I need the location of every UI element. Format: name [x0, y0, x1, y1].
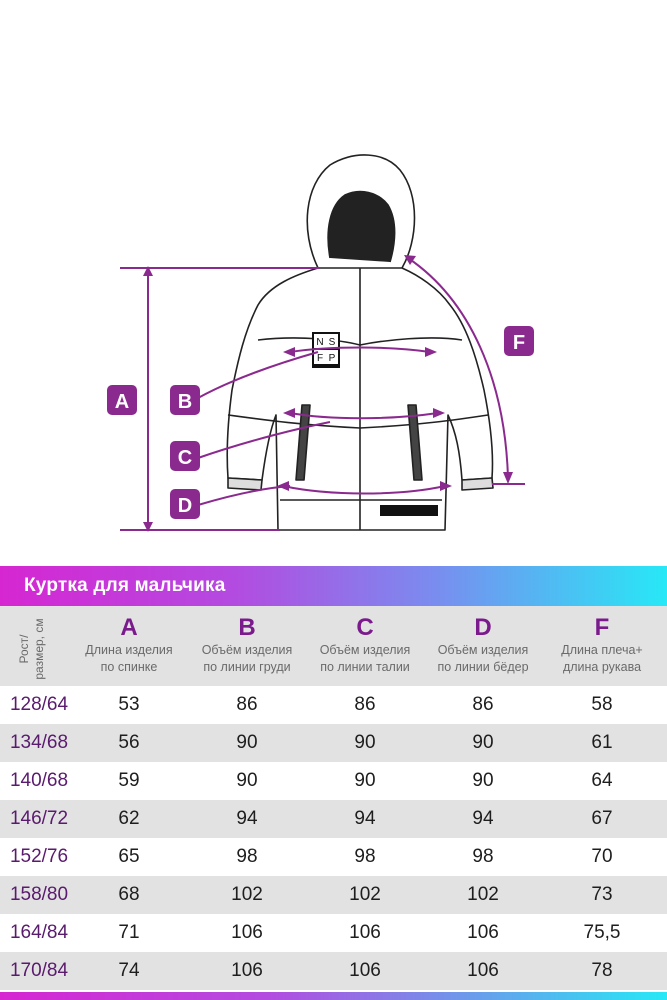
value-cell: 94: [236, 808, 258, 829]
size-cell: 140/68: [9, 770, 69, 791]
column-desc: Длина плеча+ длина рукава: [561, 643, 643, 674]
column-header-c: [306, 606, 424, 686]
value-cell: 68: [118, 884, 140, 905]
column-header-a: [70, 606, 188, 686]
value-cell: 106: [349, 960, 381, 981]
label-a: [107, 385, 137, 415]
value-cell: 78: [591, 960, 613, 981]
svg-text:P: P: [328, 353, 336, 364]
page-title: Куртка для мальчика: [24, 575, 226, 596]
size-cell: 164/84: [9, 922, 69, 943]
value-cell: 74: [118, 960, 140, 981]
value-cell: 86: [354, 694, 376, 715]
column-desc: Длина изделия по спинке: [85, 643, 173, 674]
label-c: [170, 441, 200, 471]
column-letter: B: [238, 614, 256, 641]
value-cell: 102: [231, 884, 263, 905]
value-cell: 73: [591, 884, 613, 905]
value-cell: 90: [236, 770, 258, 791]
value-cell: 64: [591, 770, 613, 791]
table-row: [0, 724, 667, 762]
value-cell: 90: [236, 732, 258, 753]
size-cell: 134/68: [9, 732, 69, 753]
value-cell: 102: [349, 884, 381, 905]
value-cell: 102: [467, 884, 499, 905]
svg-text:C: C: [177, 447, 193, 469]
value-cell: 56: [118, 732, 140, 753]
column-header-d: [424, 606, 542, 686]
label-b: [170, 385, 200, 415]
value-cell: 106: [467, 960, 499, 981]
svg-text:A: A: [114, 391, 130, 413]
value-cell: 106: [231, 922, 263, 943]
value-cell: 90: [472, 770, 494, 791]
size-cell: 170/84: [9, 960, 69, 981]
value-cell: 71: [118, 922, 140, 943]
value-cell: 86: [236, 694, 258, 715]
column-desc: Объём изделия по линии бёдер: [437, 643, 529, 674]
value-cell: 98: [236, 846, 258, 867]
table-row: [0, 838, 667, 876]
svg-text:S: S: [328, 337, 336, 348]
column-header-f: [542, 606, 662, 686]
svg-text:N: N: [316, 337, 324, 348]
size-cell: 128/64: [9, 694, 69, 715]
value-cell: 75,5: [583, 922, 621, 943]
column-header-b: [188, 606, 306, 686]
column-letter: F: [594, 614, 610, 641]
value-cell: 90: [472, 732, 494, 753]
svg-text:F: F: [316, 353, 324, 364]
value-cell: 106: [349, 922, 381, 943]
svg-text:F: F: [512, 332, 526, 354]
label-f: [504, 326, 534, 356]
column-desc: Объём изделия по линии груди: [201, 643, 293, 674]
column-desc: Объём изделия по линии талии: [319, 643, 411, 674]
value-cell: 98: [472, 846, 494, 867]
value-cell: 67: [591, 808, 613, 829]
value-cell: 53: [118, 694, 140, 715]
table-row: [0, 686, 667, 724]
table-row: [0, 952, 667, 990]
svg-text:D: D: [177, 495, 193, 517]
bottom-bar: [0, 992, 667, 1000]
value-cell: 86: [472, 694, 494, 715]
size-cell: 158/80: [9, 884, 69, 905]
value-cell: 90: [354, 770, 376, 791]
brand-tag: [380, 505, 438, 516]
size-cell: 152/76: [9, 846, 69, 867]
label-d: [170, 489, 200, 519]
value-cell: 58: [591, 694, 613, 715]
svg-text:B: B: [177, 391, 193, 413]
value-cell: 98: [354, 846, 376, 867]
size-header: Рост/ размер, см: [17, 618, 46, 680]
value-cell: 59: [118, 770, 140, 791]
value-cell: 90: [354, 732, 376, 753]
table-row: [0, 800, 667, 838]
value-cell: 106: [231, 960, 263, 981]
value-cell: 94: [472, 808, 494, 829]
value-cell: 94: [354, 808, 376, 829]
value-cell: 65: [118, 846, 140, 867]
title-banner: [0, 566, 667, 606]
column-letter: C: [356, 614, 374, 641]
value-cell: 70: [591, 846, 613, 867]
table-row: [0, 914, 667, 952]
value-cell: 62: [118, 808, 140, 829]
value-cell: 106: [467, 922, 499, 943]
column-letter: D: [474, 614, 492, 641]
table-row: [0, 876, 667, 914]
table-header: [0, 606, 667, 686]
table-row: [0, 762, 667, 800]
size-cell: 146/72: [9, 808, 69, 829]
column-letter: A: [120, 614, 138, 641]
value-cell: 61: [591, 732, 613, 753]
